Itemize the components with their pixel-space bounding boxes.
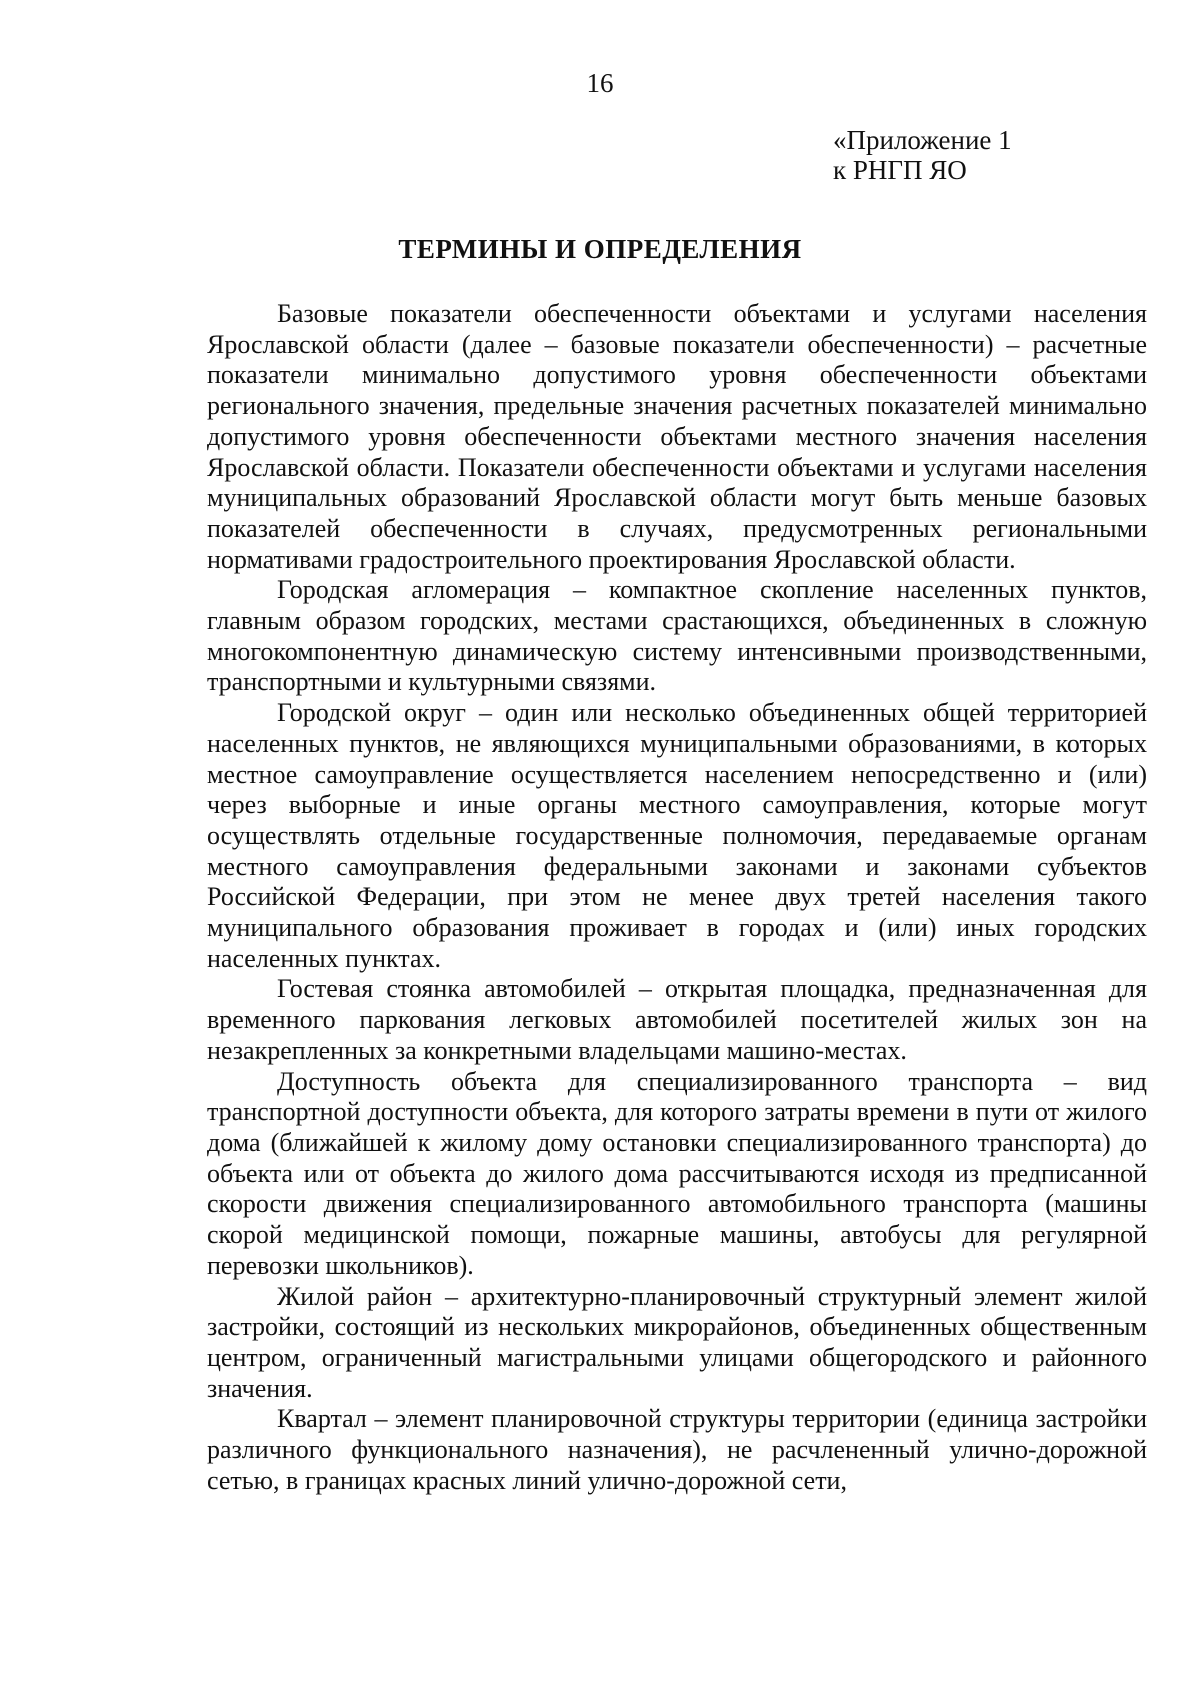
appendix-line-1: «Приложение 1	[833, 125, 1012, 155]
paragraph-special-transport-access: Доступность объекта для специализированного транспорта – вид транспортной доступности объекта, для которого затраты времени в пути от жилого дома (ближайшей к жилому дому остановки специализированного транспорта) до объекта или от объекта до жилого дома рассчитываются исходя из предписанной скорости движения специализированного автомобильного транспорта (машины скорой медицинской помощи, пожарные машины, автобусы для регулярной перевозки школьников).	[207, 1066, 1147, 1280]
page-number: 16	[586, 68, 614, 98]
document-title: ТЕРМИНЫ И ОПРЕДЕЛЕНИЯ	[398, 234, 802, 264]
paragraph-urban-agglomeration: Городская агломерация – компактное скопление населенных пунктов, главным образом городских, местами срастающихся, объединенных в сложную многокомпонентную динамическую систему интенсивными производственными, транспортными и культурными связями.	[207, 575, 1147, 697]
paragraph-guest-parking: Гостевая стоянка автомобилей – открытая площадка, предназначенная для временного паркования легковых автомобилей посетителей жилых зон на незакрепленных за конкретными владельцами машино-местах.	[207, 974, 1147, 1065]
appendix-reference	[833, 125, 1012, 185]
paragraph-base-indicators: Базовые показатели обеспеченности объектами и услугами населения Ярославской области (далее – базовые показатели обеспеченности) – расчетные показатели минимально допустимого уровня обеспеченности объектами регионального значения, предельные значения расчетных показателей минимально допустимого уровня обеспеченности объектами местного значения населения Ярославской области. Показатели обеспеченности объектами и услугами населения муниципальных образований Ярославской области могут быть меньше базовых показателей обеспеченности в случаях, предусмотренных региональными нормативами градостроительного проектирования Ярославской области.	[207, 299, 1147, 574]
paragraph-urban-district: Городской округ – один или несколько объединенных общей территорией населенных пунктов, не являющихся муниципальными образованиями, в которых местное самоуправление осуществляется населением непосредственно и (или) через выборные и иные органы местного самоуправления, которые могут осуществлять отдельные государственные полномочия, передаваемые органам местного самоуправления федеральными законами и законами субъектов Российской Федерации, при этом не менее двух третей населения такого муниципального образования проживает в городах и (или) иных городских населенных пунктах.	[207, 698, 1147, 973]
document-body	[207, 299, 1147, 1496]
paragraph-residential-district: Жилой район – архитектурно-планировочный структурный элемент жилой застройки, состоящий из нескольких микрорайонов, объединенных общественным центром, ограниченный магистральными улицами общегородского и районного значения.	[207, 1281, 1147, 1403]
paragraph-block: Квартал – элемент планировочной структуры территории (единица застройки различного функционального назначения), не расчлененный улично-дорожной сетью, в границах красных линий улично-дорожной сети,	[207, 1404, 1147, 1495]
appendix-line-2: к РНГП ЯО	[833, 155, 967, 185]
